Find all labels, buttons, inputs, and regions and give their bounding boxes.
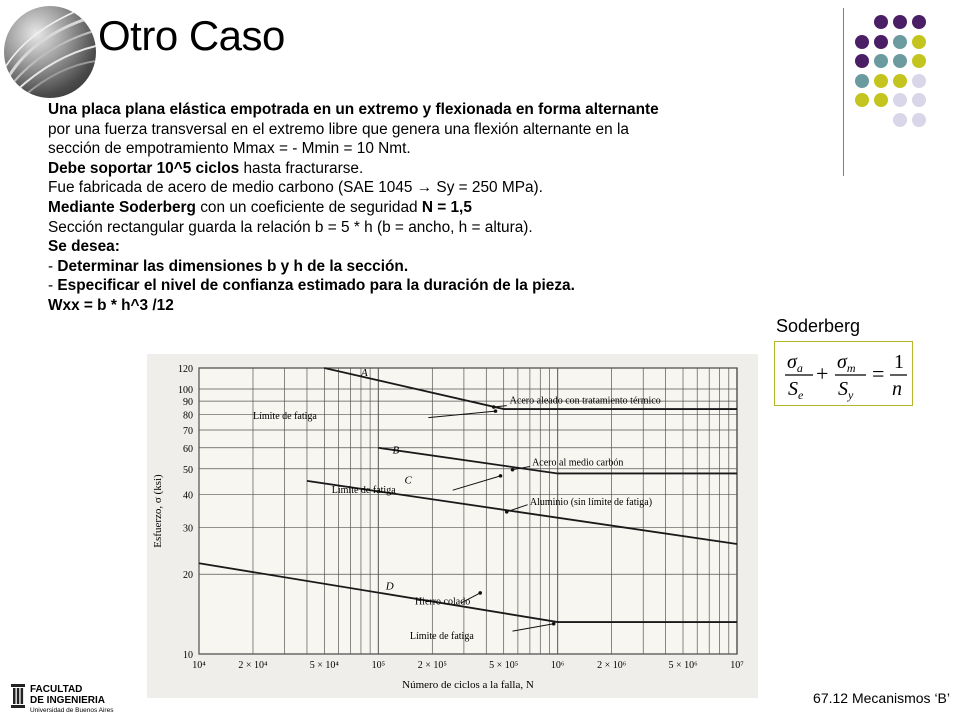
- decor-dot: [893, 54, 907, 68]
- faculty-logo-line1: FACULTAD: [30, 684, 83, 695]
- problem-text-segment: Sección rectangular guarda la relación b = 5 * h (b = ancho, h = altura).: [48, 218, 533, 236]
- decor-dot: [855, 93, 869, 107]
- decor-dot: [893, 93, 907, 107]
- formula-num-one: 1: [894, 351, 904, 373]
- chart-ytick-label: 20: [183, 570, 193, 582]
- problem-text-segment: →: [416, 179, 433, 197]
- decor-dot: [893, 113, 907, 127]
- course-label: 67.12 Mecanismos ‘B’: [813, 690, 950, 706]
- chart-fatigue-arrowhead: [494, 409, 498, 413]
- faculty-logo-svg: [10, 681, 120, 715]
- formula-den-se: $S_e$: [788, 378, 804, 402]
- decor-dot: [855, 74, 869, 88]
- decor-dot: [912, 35, 926, 49]
- chart-fatigue-arrowhead: [552, 622, 556, 626]
- chart-series-label: Hierro colado: [414, 596, 471, 608]
- problem-text-segment: Fue fabricada de acero de medio carbono (SAE 1045: [48, 179, 417, 197]
- problem-text-segment: por una fuerza transversal en el extremo libre que genera una flexión alternante en la: [48, 120, 629, 138]
- formula-den-n: n: [892, 378, 902, 400]
- problem-text-segment: Se desea:: [48, 238, 120, 256]
- problem-line: [48, 178, 808, 198]
- formula-den-sy: $S_y$: [838, 378, 854, 402]
- chart-xtick-label: 10⁶: [550, 660, 565, 671]
- formula-plus: +: [816, 361, 829, 386]
- decor-dot: [912, 113, 926, 127]
- faculty-emblem-icon: [11, 684, 25, 708]
- decor-dot: [912, 74, 926, 88]
- faculty-logo-line2: DE INGENIERIA: [30, 695, 106, 706]
- faculty-logo: [10, 681, 120, 720]
- chart-xtick-label: 5 × 10⁴: [309, 660, 339, 671]
- chart-series-label: Acero aleado con tratamiento térmico: [509, 395, 661, 407]
- decor-divider: [843, 8, 844, 176]
- problem-text-segment: N = 1,5: [421, 198, 472, 216]
- chart-leader-arrowhead: [492, 405, 496, 409]
- problem-line: [48, 100, 808, 120]
- problem-text-segment: Sy = 250 MPa).: [432, 179, 543, 197]
- chart-xtick-label: 10⁷: [730, 660, 744, 671]
- problem-line: [48, 218, 808, 238]
- chart-fatigue-arrowhead: [499, 474, 503, 478]
- chart-series-letter: B: [392, 444, 400, 457]
- chart-fatigue-limit-label: Límite de fatiga: [331, 485, 396, 497]
- chart-ytick-label: 30: [183, 523, 193, 535]
- problem-text-segment: con un coeficiente de seguridad: [195, 198, 422, 216]
- decor-dot: [855, 54, 869, 68]
- decor-dot: [874, 35, 888, 49]
- chart-xtick-label: 2 × 10⁶: [597, 660, 627, 671]
- chart-xtick-label: 2 × 10⁵: [417, 660, 447, 671]
- formula-equals: =: [872, 361, 885, 386]
- chart-series-letter: D: [385, 580, 394, 593]
- chart-ytick-label: 50: [183, 464, 193, 476]
- chart-fatigue-limit-label: Límite de fatiga: [252, 411, 317, 423]
- problem-text-segment: Debe soportar 10^5 ciclos: [48, 159, 240, 177]
- chart-xtick-label: 5 × 10⁶: [668, 660, 698, 671]
- chart-xtick-label: 2 × 10⁴: [238, 660, 268, 671]
- problem-text-segment: hasta fracturarse.: [239, 159, 364, 177]
- decor-dot: [874, 15, 888, 29]
- decor-dot: [912, 15, 926, 29]
- chart-xtick-label: 10⁵: [371, 660, 386, 671]
- decor-dot: [855, 35, 869, 49]
- page-title: Otro Caso: [98, 12, 285, 59]
- chart-xtick-label: 5 × 10⁵: [489, 660, 519, 671]
- problem-line: [48, 237, 808, 257]
- problem-line: [48, 139, 808, 159]
- chart-ytick-label: 120: [178, 364, 193, 375]
- decor-dot: [874, 54, 888, 68]
- chart-leader-arrowhead: [478, 591, 482, 595]
- chart-series-letter: C: [404, 474, 412, 487]
- problem-text-segment: -: [48, 257, 58, 275]
- chart-series-letter: A: [360, 366, 368, 379]
- problem-line: [48, 257, 808, 277]
- sn-chart-panel: [147, 354, 758, 698]
- decor-dot: [893, 35, 907, 49]
- problem-text-segment: sección de empotramiento Mmax = - Mmin = 10 Nmt.: [48, 140, 411, 158]
- formula-num-sigma-a: $\sigma_a$: [787, 351, 803, 375]
- chart-leader-arrowhead: [511, 468, 515, 472]
- soderberg-formula: [774, 341, 913, 406]
- chart-ytick-label: 10: [183, 650, 193, 661]
- problem-text-segment: Determinar las dimensiones b y h de la sección.: [57, 257, 409, 275]
- problem-text-segment: Mediante Soderberg: [48, 198, 196, 216]
- sn-chart: [147, 354, 758, 698]
- problem-text-segment: -: [48, 277, 58, 295]
- chart-ytick-label: 70: [183, 426, 193, 438]
- chart-ytick-label: 40: [183, 490, 193, 502]
- chart-xtick-label: 10⁴: [192, 660, 206, 671]
- soderberg-label: Soderberg: [776, 316, 861, 336]
- chart-ytick-label: 90: [183, 397, 193, 409]
- problem-statement: [48, 100, 808, 316]
- decor-dot: [893, 74, 907, 88]
- header-logo-disc: [4, 6, 96, 98]
- decor-dot: [893, 15, 907, 29]
- faculty-logo-line3: Universidad de Buenos Aires: [30, 707, 114, 714]
- chart-xlabel: Número de ciclos a la falla, N: [402, 679, 534, 691]
- chart-leader-arrowhead: [505, 510, 509, 514]
- problem-text-segment: Especificar el nivel de confianza estimado para la duración de la pieza.: [57, 277, 575, 295]
- soderberg-formula-svg: [775, 342, 912, 405]
- formula-num-sigma-m: $\sigma_m$: [837, 351, 856, 375]
- problem-text-segment: Una placa plana elástica empotrada en un extremo y flexionada en forma alternante: [48, 101, 659, 118]
- chart-ytick-label: 80: [183, 410, 193, 422]
- chart-series-label: Aluminio (sin límite de fatiga): [529, 496, 653, 508]
- problem-line: [48, 159, 808, 179]
- decor-dot: [874, 74, 888, 88]
- chart-ylabel: Esfuerzo, σ (ksi): [152, 474, 164, 548]
- problem-line: [48, 120, 808, 140]
- problem-line: [48, 296, 808, 316]
- chart-ytick-label: 60: [183, 443, 193, 455]
- problem-line: [48, 276, 808, 296]
- chart-fatigue-limit-label: Límite de fatiga: [409, 630, 474, 642]
- chart-ytick-label: 100: [178, 384, 193, 396]
- decor-dot: [912, 93, 926, 107]
- decor-dot: [874, 93, 888, 107]
- logo-swirl-graphic: [4, 6, 96, 98]
- problem-text-segment: Wxx = b * h^3 /12: [48, 296, 174, 314]
- problem-line: [48, 198, 808, 218]
- decor-dot: [912, 54, 926, 68]
- chart-series-label: Acero al medio carbón: [532, 457, 624, 469]
